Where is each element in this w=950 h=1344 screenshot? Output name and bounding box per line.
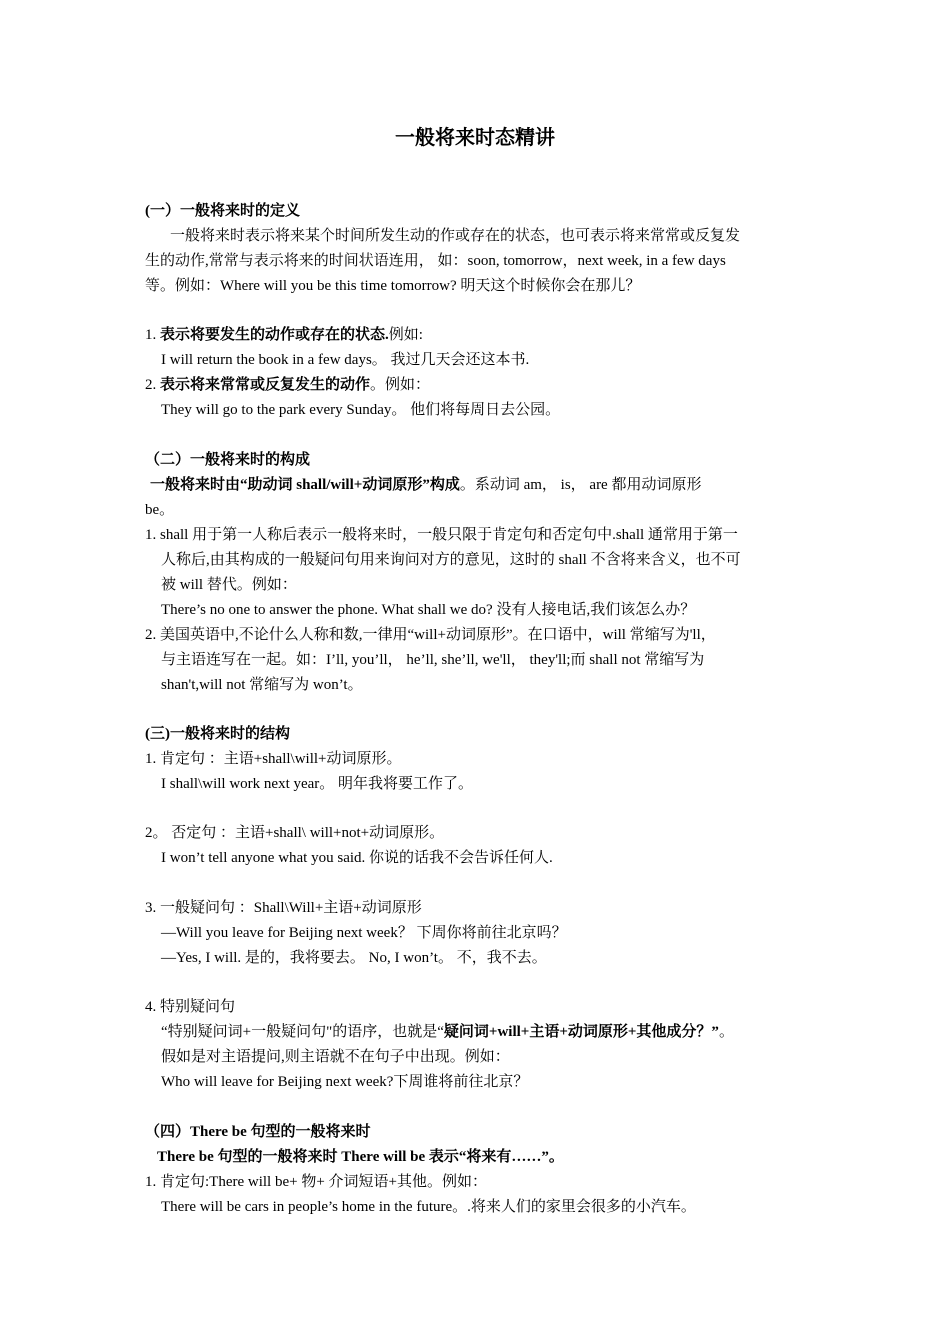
item-number: 2. [145, 377, 157, 393]
section-4-item-1: 1. 肯定句:There will be+ 物+ 介词短语+其他。例如： [145, 1174, 488, 1190]
page-title: 一般将来时态精讲 [395, 125, 555, 149]
section-2-item-2-line-1: 2. 美国英语中,不论什么人称和数,一律用“will+动词原形”。在口语中，will 常缩写为'll， [145, 627, 716, 643]
item-text: 。 [718, 1024, 734, 1040]
section-3-item-1-example: I shall\will work next year。 明年我将要工作了。 [161, 776, 474, 792]
section-3-item-2-example: I won’t tell anyone what you said. 你说的话我不会告诉任何人. [161, 850, 553, 866]
section-2-item-1-line-2: 人称后,由其构成的一般疑问句用来询问对方的意见，这时的 shall 不含将来含义，也不可 [161, 552, 741, 568]
section-2-intro [150, 475, 701, 495]
section-2-item-1-line-1: 1. shall 用于第一人称后表示一般将来时，一般只限于肯定句和否定句中.shall 通常用于第一 [145, 527, 738, 543]
intro-bold-text: 一般将来时由“助动词 shall/will+动词原形”构成 [150, 477, 460, 493]
item-text: 。例如： [370, 377, 431, 393]
section-4-intro: There be 句型的一般将来时 There will be 表示“将来有……”。 [157, 1149, 564, 1165]
section-3-item-2: 2。 否定句 ：主语+shall\ will+not+动词原形。 [145, 825, 445, 841]
section-3-heading: (三)一般将来时的结构 [145, 726, 290, 742]
section-1-item-2 [145, 375, 430, 395]
section-3-item-4-example: Who will leave for Beijing next week?下周谁将前往北京？ [161, 1074, 529, 1090]
section-4-item-1-example: There will be cars in people’s home in the future。.将来人们的家里会很多的小汽车。 [161, 1199, 696, 1215]
section-1-item-1-example: I will return the book in a few days。 我过几天会还这本书. [161, 352, 530, 368]
section-1-paragraph-line-1: 一般将来时表示将来某个时间所发生动的作或存在的状态，也可表示将来常常或反复发 [170, 228, 741, 244]
section-3-item-4: 4. 特别疑问句 [145, 999, 236, 1015]
section-3-item-3: 3. 一般疑问句 ：Shall\Will+主语+动词原形 [145, 900, 422, 916]
section-1-item-2-example: They will go to the park every Sunday。 他们将每周日去公园。 [161, 402, 561, 418]
section-1-heading: (一）一般将来时的定义 [145, 203, 300, 219]
section-4-heading: （四）There be 句型的一般将来时 [145, 1124, 371, 1140]
item-text: “特别疑问词+一般疑问句"的语序，也就是“ [161, 1024, 444, 1040]
section-1-paragraph-line-2: 生的动作,常常与表示将来的时间状语连用， 如：soon, tomorrow，next week, in a few days [145, 253, 726, 269]
section-2-item-1-line-3: 被 will 替代。例如： [161, 577, 297, 593]
section-3-item-1: 1. 肯定句 ：主语+shall\will+动词原形。 [145, 751, 402, 767]
intro-text: 。系动词 am， is， are 都用动词原形 [459, 477, 702, 493]
section-2-intro-continued: be。 [145, 502, 175, 518]
section-3-item-3-example-2: —Yes, I will. 是的，我将要去。 No, I won’t。 不，我不去。 [161, 950, 547, 966]
section-2-item-2-line-2: 与主语连写在一起。如：I’ll, you’ll， he’ll, she’ll, we'll， they'll;而 shall not 常缩写为 [161, 652, 705, 668]
item-bold-text: 表示将来常常或反复发生的动作 [160, 377, 371, 393]
section-1-item-1 [145, 325, 423, 345]
item-bold-text: 表示将要发生的动作或存在的状态. [160, 327, 389, 343]
item-bold-text: 疑问词+will+主语+动词原形+其他成分？” [443, 1024, 719, 1040]
section-1-paragraph-line-3: 等。例如：Where will you be this time tomorrow? 明天这个时候你会在那儿？ [145, 278, 641, 294]
section-2-heading: （二）一般将来时的构成 [145, 452, 311, 468]
section-2-item-2-line-3: shan't,will not 常缩写为 won’t。 [161, 677, 363, 693]
section-3-item-3-example-1: —Will you leave for Beijing next week？ 下周你将前往北京吗？ [161, 925, 567, 941]
item-number: 1. [145, 327, 157, 343]
section-3-item-4-line-2: 假如是对主语提问,则主语就不在句子中出现。例如： [161, 1049, 510, 1065]
section-3-item-4-line-1 [161, 1022, 734, 1042]
section-2-item-1-example: There’s no one to answer the phone. What shall we do? 没有人接电话,我们该怎么办？ [161, 602, 696, 618]
item-text: 例如: [388, 327, 423, 343]
